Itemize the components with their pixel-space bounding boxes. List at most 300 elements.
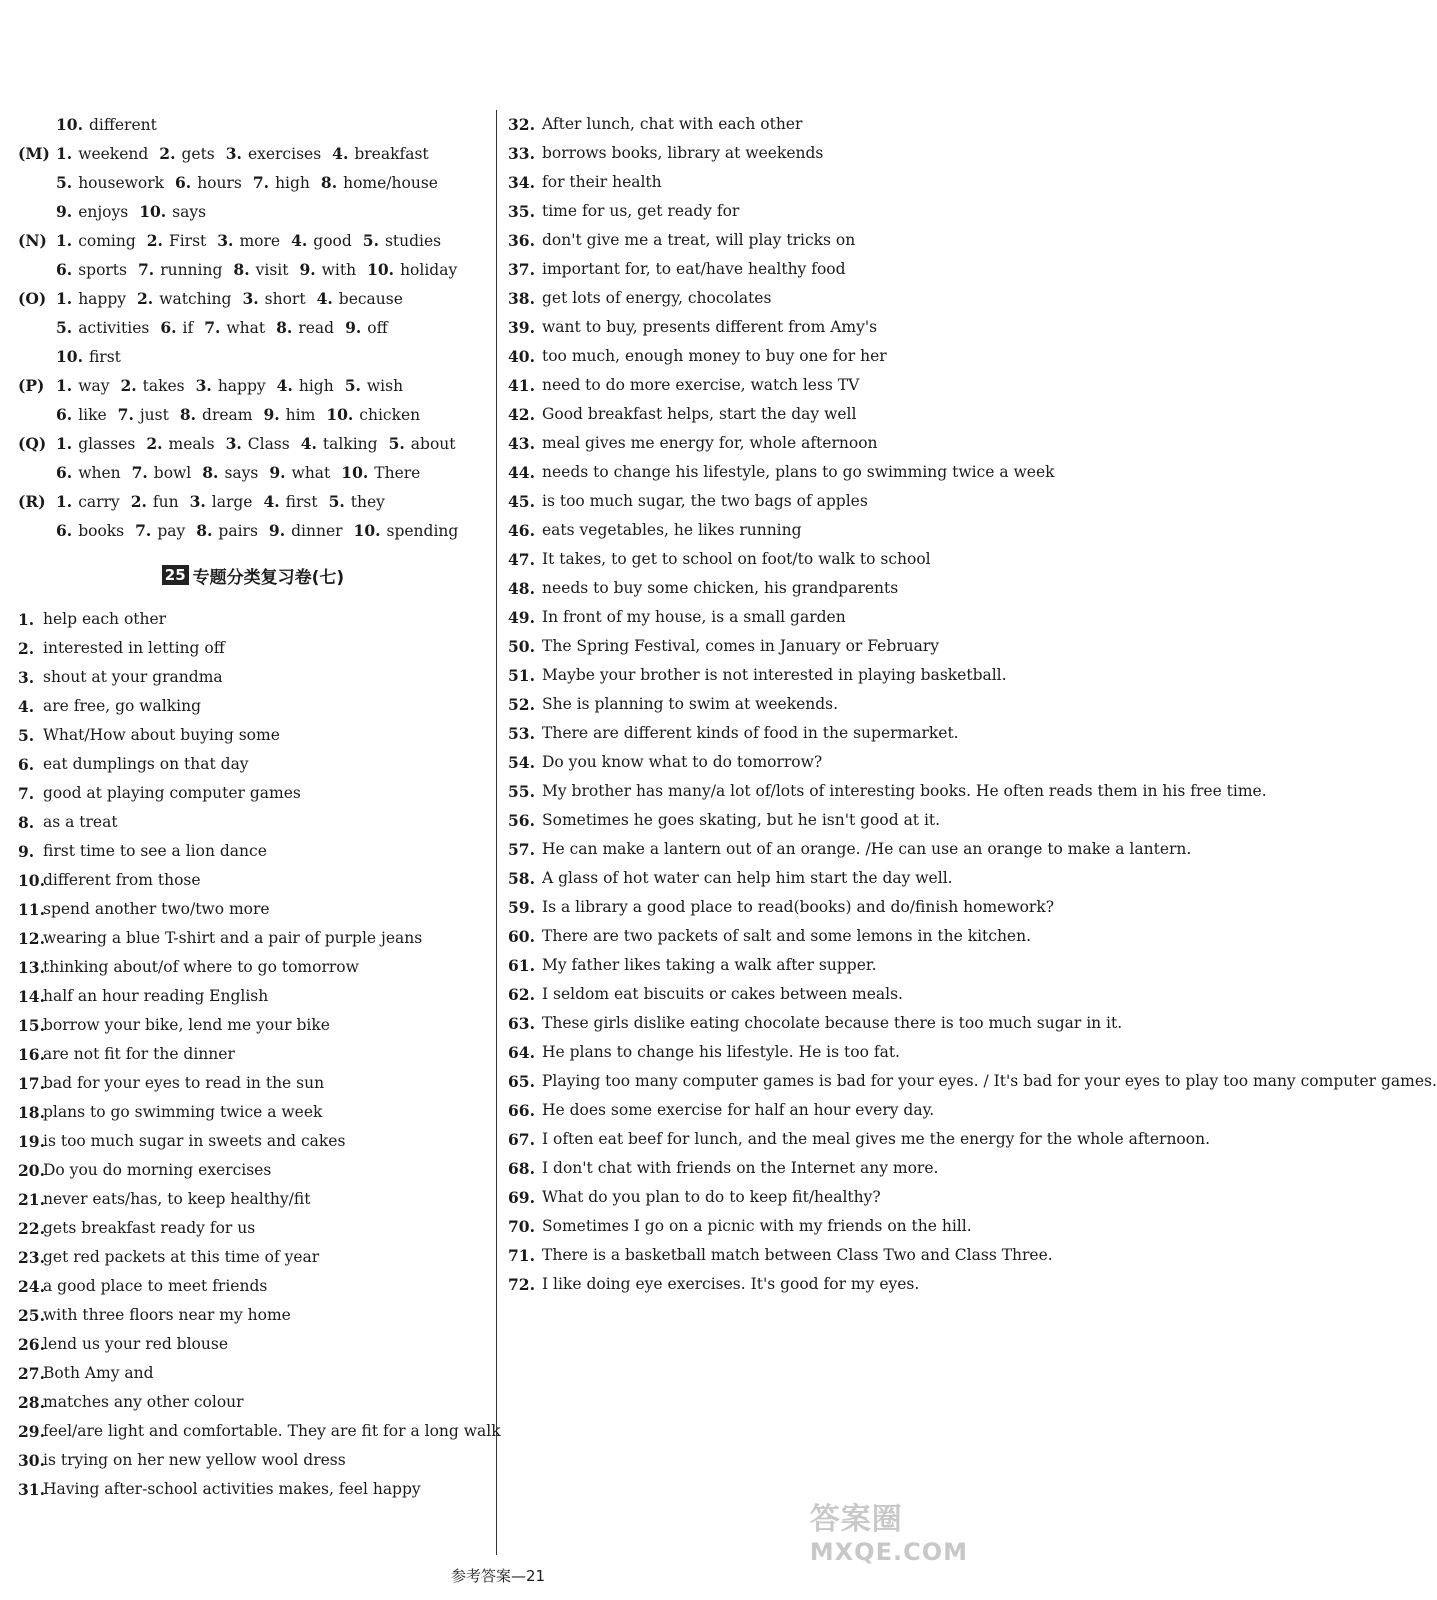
answer-text: help each other [43,610,167,628]
item-number: 6. [56,405,73,424]
page-footer: 参考答案—21 [450,1567,546,1585]
answer-row [18,1301,488,1330]
answer-item [345,371,403,400]
answer-text: There are different kinds of food in the supermarket. [542,724,959,742]
item-number: 6. [56,521,73,540]
answer-number: 8. [18,813,35,832]
item-number: 4. [332,144,349,163]
item-text: off [367,319,388,337]
item-text: weekend [78,145,149,163]
item-number: 9. [56,202,73,221]
answer-text: shout at your grandma [43,668,223,686]
answer-row [18,1185,488,1214]
answer-number: 34. [508,173,535,192]
answer-number: 35. [508,202,535,221]
item-number: 6. [56,260,73,279]
answer-row [18,721,488,750]
item-number: 7. [138,260,155,279]
watermark [810,1494,968,1566]
answer-text: lend us your red blouse [43,1335,228,1353]
answer-number: 70. [508,1217,535,1236]
item-text: read [298,319,335,337]
answer-number: 29. [18,1422,45,1441]
item-text: There [374,464,421,482]
answer-item [269,458,330,487]
answer-text: different from those [43,871,201,889]
answer-text: important for, to eat/have healthy food [542,260,846,278]
answer-row [18,1040,488,1069]
answer-row [18,953,488,982]
item-text: watching [159,290,232,308]
item-number: 10. [326,405,354,424]
item-text: happy [217,377,266,395]
item-text: way [78,377,110,395]
answer-item [196,516,258,545]
item-number: 7. [252,173,270,192]
item-number: 8. [276,318,293,337]
answer-row [18,1011,488,1040]
answer-text: borrow your bike, lend me your bike [43,1016,330,1034]
answer-number: 20. [18,1161,45,1180]
answer-number: 46. [508,521,535,540]
answer-number: 43. [508,434,535,453]
answer-number: 69. [508,1188,535,1207]
answer-number: 53. [508,724,535,743]
answer-row [508,487,980,516]
answer-text: good at playing computer games [43,784,301,802]
answer-number: 27. [18,1364,45,1383]
answer-text: is too much sugar in sweets and cakes [43,1132,346,1150]
item-number: 9. [299,260,316,279]
answer-row [18,313,488,342]
answer-row [18,663,488,692]
answer-text: with three floors near my home [43,1306,291,1324]
item-text: spending [386,522,459,540]
answer-number: 71. [508,1246,535,1265]
item-number: 10. [56,347,83,366]
item-text: more [239,232,281,250]
item-text: housework [78,174,165,192]
item-number: 10. [353,521,381,540]
item-text: bowl [153,464,192,482]
answer-item [56,429,135,458]
answer-text: get lots of energy, chocolates [542,289,772,307]
item-number: 7. [135,521,152,540]
answer-text: There is a basketball match between Class Two and Class Three. [542,1246,1053,1264]
answer-text: plans to go swimming twice a week [43,1103,323,1121]
answer-item [175,168,242,197]
answer-row [18,400,488,429]
answer-item [118,400,169,429]
answer-item [56,516,124,545]
item-number: 8. [233,260,250,279]
answer-row [508,197,980,226]
item-text: breakfast [354,145,429,163]
answer-text: My father likes taking a walk after supper. [542,956,877,974]
answer-row [18,429,488,458]
answer-row [508,168,980,197]
item-text: chicken [359,406,421,424]
answer-text: meal gives me energy for, whole afternoon [542,434,878,452]
answer-number: 21. [18,1190,45,1209]
answer-row [508,139,980,168]
answer-text: Sometimes I go on a picnic with my friends on the hill. [542,1217,972,1235]
item-number: 8. [202,463,219,482]
answer-item [160,313,193,342]
answer-number: 51. [508,666,535,685]
answer-text: What/How about buying some [43,726,280,744]
item-text: activities [78,319,150,337]
answer-row [18,1272,488,1301]
answer-row [18,605,488,634]
answer-text: first time to see a lion dance [43,842,267,860]
answer-row [508,1009,1123,1038]
answer-number: 1. [18,610,35,629]
answer-number: 72. [508,1275,535,1294]
answer-number: 23. [18,1248,45,1267]
answer-row [508,922,1032,951]
answer-number: 22. [18,1219,45,1238]
item-number: 7. [117,405,134,424]
group-label: (Q) [18,434,47,453]
answer-text: He does some exercise for half an hour every day. [542,1101,935,1119]
item-number: 3. [195,376,212,395]
item-number: 5. [388,434,405,453]
answer-item [159,139,214,168]
item-number: 2. [137,289,154,308]
item-text: because [338,290,403,308]
answer-item [226,139,321,168]
item-number: 4. [316,289,333,308]
item-number: 2. [120,376,137,395]
answer-text: Having after-school activities makes, feel happy [43,1480,421,1498]
answer-number: 6. [18,755,35,774]
answer-row [18,837,488,866]
answer-number: 47. [508,550,535,569]
answer-text: for their health [542,173,662,191]
answer-text: Sometimes he goes skating, but he isn't good at it. [542,811,941,829]
answer-number: 3. [18,668,35,687]
answer-row [508,110,980,139]
answer-item [131,487,179,516]
answer-row [508,400,980,429]
answer-row [508,864,980,893]
section-number: 25 [162,565,189,585]
item-text: pay [157,522,186,540]
item-number: 5. [328,492,345,511]
answer-row [18,226,488,255]
answer-row [508,371,980,400]
answer-text: bad for your eyes to read in the sun [43,1074,325,1092]
answer-number: 62. [508,985,535,1004]
item-number: 8. [179,405,197,424]
answer-item [180,400,253,429]
answer-item [291,226,352,255]
item-number: 3. [242,289,259,308]
answer-item [217,226,280,255]
answer-text: Is a library a good place to read(books) and do/finish homework? [542,898,1055,916]
item-text: high [275,174,310,192]
answer-item [196,371,266,400]
item-text: high [298,377,334,395]
answer-number: 41. [508,376,535,395]
answer-text: The Spring Festival, comes in January or February [542,637,940,655]
answer-row [18,1127,488,1156]
answer-row [18,487,488,516]
answer-text: Do you know what to do tomorrow? [542,753,823,771]
answer-text: gets breakfast ready for us [43,1219,256,1237]
answer-text: are not fit for the dinner [43,1045,235,1063]
item-text: like [78,406,107,424]
answer-number: 28. [18,1393,45,1412]
group-label: (O) [18,289,47,308]
answer-text: a good place to meet friends [43,1277,268,1295]
group-label: (N) [18,231,47,250]
answer-number: 65. [508,1072,535,1091]
answer-row [18,692,488,721]
answer-number: 61. [508,956,535,975]
item-text: wish [366,377,404,395]
item-number: 3. [189,492,206,511]
item-text: exercises [247,145,322,163]
answer-item [137,284,231,313]
item-text: dinner [291,522,343,540]
answer-item [276,313,334,342]
item-number: 1. [56,289,73,308]
answer-number: 66. [508,1101,535,1120]
answer-item [56,139,148,168]
answer-text: I don't chat with friends on the Internet any more. [542,1159,939,1177]
answer-number: 40. [508,347,535,366]
answer-row [18,634,488,663]
item-text: holiday [400,261,458,279]
item-number: 2. [146,231,163,250]
answer-number: 9. [18,842,35,861]
answer-number: 60. [508,927,535,946]
answer-row [508,458,1055,487]
item-text: talking [322,435,378,453]
answer-number: 54. [508,753,535,772]
item-number: 3. [225,144,242,163]
item-number: 5. [56,318,73,337]
group-label: (M) [18,144,50,163]
answer-text: Do you do morning exercises [43,1161,272,1179]
answer-item [135,516,185,545]
answer-row [18,284,488,313]
answer-item [354,516,459,545]
answer-row [508,1038,980,1067]
answer-row [18,110,488,139]
section-title: 专题分类复习卷(七) [192,567,345,588]
answer-text: needs to buy some chicken, his grandparents [542,579,899,597]
answer-number: 31. [18,1480,45,1499]
answer-item [147,226,207,255]
left-answer-list [18,605,501,1504]
answer-number: 12. [18,929,45,948]
answer-item [363,226,441,255]
item-text: says [172,203,207,221]
answer-item [345,313,388,342]
answer-row [508,1096,980,1125]
answer-text: In front of my house, is a small garden [542,608,846,626]
item-text: meals [168,435,215,453]
item-text: first [285,493,318,511]
answer-text: matches any other colour [43,1393,244,1411]
answer-item [146,429,214,458]
answer-row [18,342,488,371]
section-heading [18,545,488,605]
answer-item [253,168,310,197]
item-number: 3. [217,231,234,250]
answer-item [226,429,290,458]
answer-item [301,429,378,458]
right-column [508,110,1437,1299]
answer-row [18,1214,488,1243]
answer-text: I like doing eye exercises. It's good for my eyes. [542,1275,920,1293]
answer-number: 55. [508,782,535,801]
answer-number: 14. [18,987,45,1006]
item-text: dream [202,406,253,424]
item-text: good [313,232,352,250]
answer-text: borrows books, library at weekends [542,144,824,162]
item-number: 7. [204,318,221,337]
item-number: 2. [159,144,176,163]
item-number: 4. [300,434,317,453]
answer-number: 11. [18,900,45,919]
answer-text: get red packets at this time of year [43,1248,320,1266]
answer-item [56,342,121,371]
item-text: him [285,406,316,424]
answer-row [508,893,1055,922]
item-text: glasses [78,435,136,453]
answer-row [508,951,980,980]
answer-item [233,255,288,284]
answer-row [508,719,980,748]
item-text: they [350,493,385,511]
answer-row [508,313,980,342]
answer-row [508,632,980,661]
answer-row [18,1069,488,1098]
answer-row [18,1388,488,1417]
answer-number: 58. [508,869,535,888]
answer-number: 37. [508,260,535,279]
answer-row [508,1125,1210,1154]
answer-text: need to do more exercise, watch less TV [542,376,860,394]
group-label: (R) [18,492,46,511]
answer-item [389,429,456,458]
answer-number: 2. [18,639,35,658]
item-text: if [182,319,194,337]
answer-item [56,284,126,313]
answer-row [508,661,1007,690]
answer-row [508,690,980,719]
answer-item [56,487,120,516]
answer-text: There are two packets of salt and some lemons in the kitchen. [542,927,1032,945]
item-number: 6. [175,173,192,192]
answer-number: 63. [508,1014,535,1033]
item-number: 4. [291,231,308,250]
answer-item [317,284,403,313]
item-text: carry [78,493,120,511]
item-text: about [410,435,456,453]
answer-number: 25. [18,1306,45,1325]
answer-item [56,371,109,400]
answer-item [321,168,438,197]
item-number: 10. [341,463,369,482]
item-text: first [88,348,121,366]
answer-row [508,255,980,284]
answer-item [56,197,128,226]
group-label: (P) [18,376,45,395]
answer-number: 16. [18,1045,45,1064]
item-number: 1. [56,144,73,163]
item-number: 10. [367,260,395,279]
item-number: 9. [269,463,286,482]
answer-text: He plans to change his lifestyle. He is too fat. [542,1043,900,1061]
item-number: 9. [263,405,280,424]
answer-row [18,1417,501,1446]
answer-item [299,255,356,284]
answer-item [138,255,222,284]
answer-row [18,982,488,1011]
answer-row [508,1270,980,1299]
answer-text: I seldom eat biscuits or cakes between meals. [542,985,903,1003]
answer-item [120,371,184,400]
answer-row [18,168,488,197]
answer-text: wearing a blue T-shirt and a pair of purple jeans [43,929,423,947]
answer-row [508,835,1192,864]
item-number: 2. [130,492,147,511]
answer-number: 59. [508,898,535,917]
watermark-url: MXQE.COM [809,1538,968,1566]
answer-number: 30. [18,1451,45,1470]
answer-text: needs to change his lifestyle, plans to go swimming twice a week [542,463,1055,481]
answer-item [269,516,343,545]
column-divider [496,110,497,1555]
answer-number: 24. [18,1277,45,1296]
answer-item [56,110,157,139]
item-number: 9. [345,318,362,337]
right-answer-list [508,110,1437,1299]
answer-row [508,806,980,835]
item-text: what [226,319,266,337]
item-text: hours [197,174,242,192]
answer-row [508,777,1267,806]
answer-number: 4. [18,697,35,716]
item-number: 1. [56,492,73,511]
answer-row [18,1243,488,1272]
item-number: 3. [225,434,242,453]
answer-item [242,284,305,313]
answer-text: is too much sugar, the two bags of apples [542,492,868,510]
item-text: home/house [343,174,438,192]
item-text: says [224,464,259,482]
answer-row [508,545,980,574]
answer-row [508,1241,1053,1270]
item-number: 1. [56,376,73,395]
answer-item [202,458,258,487]
item-number: 1. [56,434,73,453]
answer-text: half an hour reading English [43,987,269,1005]
answer-row [508,1154,980,1183]
item-number: 9. [268,521,286,540]
item-number: 2. [146,434,163,453]
fill-in-answers [18,110,488,545]
item-text: enjoys [78,203,129,221]
answer-item [341,458,420,487]
answer-item [204,313,265,342]
answer-row [18,924,488,953]
